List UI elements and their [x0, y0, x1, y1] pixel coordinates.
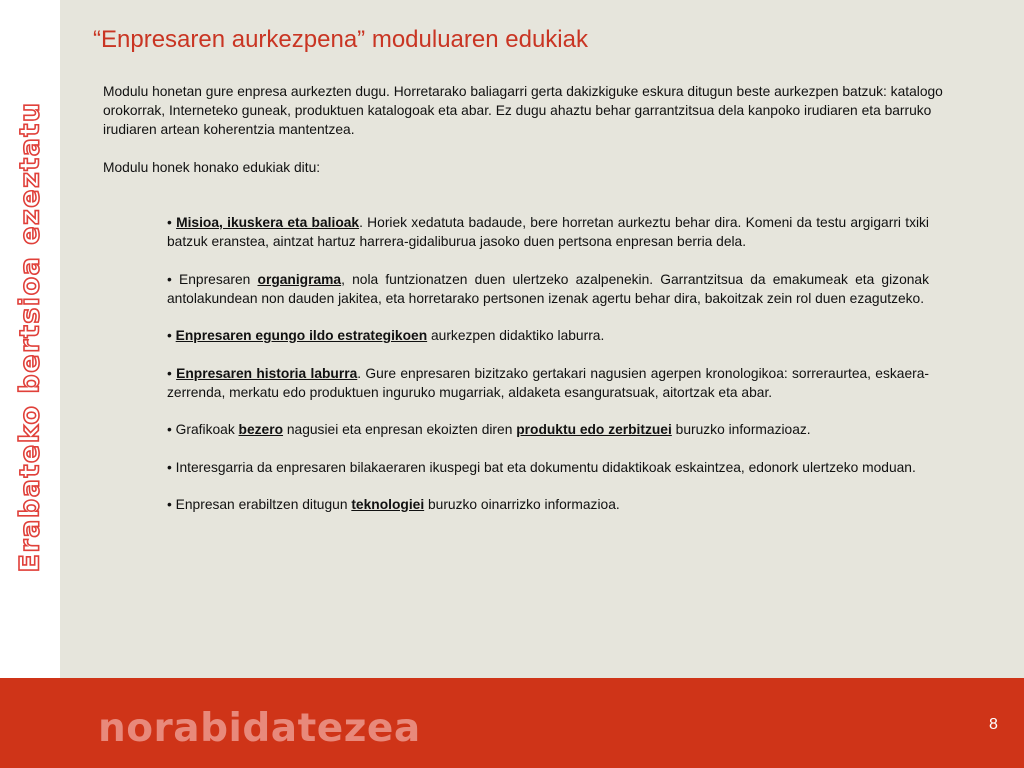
bullet-item: • Enpresaren egungo ildo estrategikoen aurkezpen didaktiko laburra. [167, 328, 605, 343]
vertical-watermark: Erabateko bertsioa ezeztatu [14, 101, 46, 573]
bullet-highlight: Enpresaren egungo ildo estrategikoen [175, 328, 428, 343]
slide-title: “Enpresaren aurkezpena” moduluaren edukiak [93, 26, 588, 53]
bullet-highlight: Misioa, ikuskera eta balioak [176, 215, 360, 230]
bullet-highlight: produktu edo zerbitzuei [516, 422, 672, 437]
bullet-item: • Enpresaren historia laburra. Gure enpresaren bizitzako gertakari nagusien agerpen kronologikoa: sorreraurtea, eskaera-zerrenda, merkatu edo produktuen inguruko mugarriak, aldaketa esanguratsuak, aitortzak eta abar. [167, 365, 929, 400]
bullet-highlight: Enpresaren historia laburra [176, 365, 358, 381]
bullet-item: • Enpresan erabiltzen ditugun teknologiei buruzko oinarrizko informazioa. [167, 497, 620, 512]
content-bullet-list [167, 213, 929, 533]
bullet-highlight: bezero [238, 422, 284, 437]
bullet-highlight: teknologiei [351, 497, 425, 512]
bullet-highlight: organigrama [257, 271, 342, 287]
bullet-item: • Enpresaren organigrama, nola funtzionatzen duen ulertzeko azalpenekin. Garrantzitsua da emakumeak eta gizonak antolakundean non dauden jakitea, eta horretarako pertsonen izenak agertu behar dira, bakoitzak zein rol duen ezagutzeko. [167, 271, 929, 306]
bullet-item: • Grafikoak bezero nagusiei eta enpresan ekoizten diren produktu edo zerbitzuei buruzko informazioaz. [167, 422, 811, 437]
intro-paragraph: Modulu honetan gure enpresa aurkezten dugu. Horretarako baliagarri gerta dakizkiguke eskura ditugun beste aurkezpen batzuk: katalogo orokorrak, Interneteko guneak, produktuen katalogoak eta abar. Ez dugu ahaztu behar garrantzitsua dela kanpoko irudiaren eta barruko irudiaren artean koherentzia mantentzea. [103, 84, 943, 137]
page-number: 8 [989, 716, 998, 733]
brand-logo: norabidatezea [98, 706, 421, 751]
bullet-item: • Interesgarria da enpresaren bilakaeraren ikuspegi bat eta dokumentu didaktikoak eskaintzea, edonork ulertzeko moduan. [167, 459, 916, 475]
bullet-item: • Misioa, ikuskera eta balioak. Horiek xedatuta badaude, bere horretan aurkeztu behar dira. Komeni da testu argigarri txiki batzuk eranstea, aintzat hartuz harrera-gidaliburua jasoko duen pertsona enpresan berria dela. [167, 215, 929, 249]
lead-line: Modulu honek honako edukiak ditu: [103, 160, 321, 175]
